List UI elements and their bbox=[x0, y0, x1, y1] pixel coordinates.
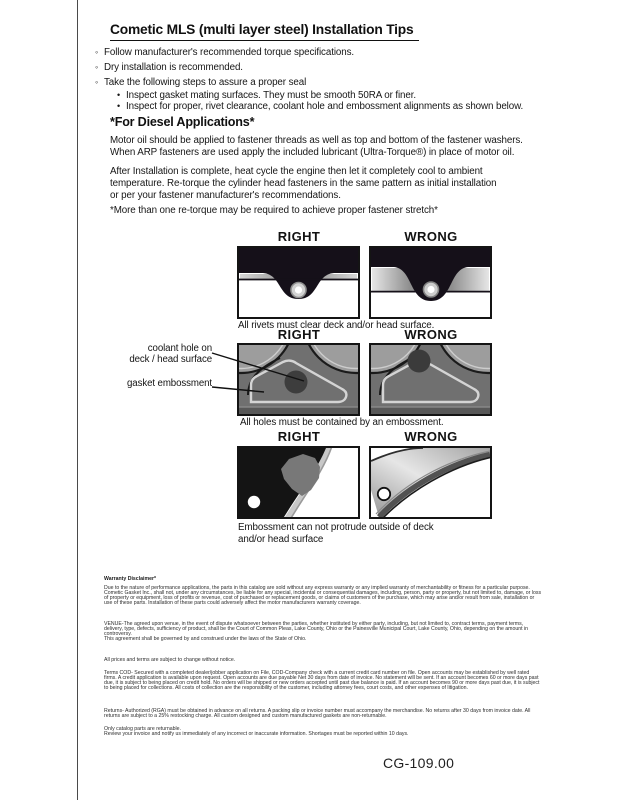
leader-lines bbox=[200, 345, 312, 397]
legal-paragraph: Returns- Authorized (RGA) must be obtained in advance on all returns. A packing slip or invoice number must accompany the merchandise. No returns after 30 days from invoice date. All returns are subject to a 25% restocking charge. All custom designed and custom manufactured gaskets are non-returnable. bbox=[104, 708, 531, 719]
right-label: RIGHT bbox=[277, 429, 321, 444]
list-item bbox=[117, 90, 523, 101]
legal-paragraph: Due to the nature of performance applications, the parts in this catalog are sold without any express warranty or any implied warranty of merchantability or fitness for a particular purpose. Cometic Gasket Inc., shall not, under any circumstances, be liable for any special, incidental or consequential damages, including, person, party or property, but not limited to, damage, or loss of property or equipment, loss of profits or revenue, cost of purchased or replacement goods, or claims of customers of the purchase, which may arise and/or result from sale, installation or use of these parts. Installation of these parts could adversely affect the motor manufacturers warranty coverage. bbox=[104, 585, 542, 606]
coolant-wrong-diagram bbox=[369, 343, 492, 416]
rivet-right-diagram bbox=[237, 246, 360, 319]
open-bullet-icon: ◦ bbox=[95, 77, 99, 87]
diesel-applications-heading: *For Diesel Applications* bbox=[110, 115, 255, 129]
gasket-embossment-annotation: gasket embossment bbox=[127, 378, 212, 389]
list-item bbox=[117, 101, 523, 112]
diesel-paragraph-1: Motor oil should be applied to fastener threads as well as top and bottom of the fastener washers. When ARP fasteners are used apply the included lubricant (Ultra-Torque®) in place of motor oil. bbox=[110, 135, 523, 158]
legal-paragraph: Only catalog parts are returnable. Review your invoice and notify us immediately of any incorrect or inaccurate information. Shortages must be reported within 10 days. bbox=[104, 726, 409, 737]
rivet-right-illustration bbox=[239, 248, 358, 317]
filled-bullet-icon: • bbox=[117, 90, 121, 100]
right-label: RIGHT bbox=[277, 229, 321, 244]
page-title: Cometic MLS (multi layer steel) Installation Tips bbox=[110, 22, 419, 41]
open-bullet-icon: ◦ bbox=[95, 47, 99, 57]
embossment-right-illustration bbox=[239, 448, 358, 517]
list-item-text: Dry installation is recommended. bbox=[104, 62, 243, 73]
list-item bbox=[95, 75, 523, 90]
list-item-text: Inspect for proper, rivet clearance, coolant hole and embossment alignments as shown below. bbox=[126, 101, 524, 113]
rivet-wrong-diagram bbox=[369, 246, 492, 319]
rivet-wrong-illustration bbox=[371, 248, 490, 317]
page-code: CG-109.00 bbox=[383, 755, 455, 771]
embossment-caption: Embossment can not protrude outside of deck and/or head surface bbox=[238, 522, 434, 545]
legal-paragraph: Terms COD- Secured with a completed dealer/jobber application on File, COD-Company check with a current credit card number on file. Open accounts may be established by well rated firms. A credit application is available upon request. Open accounts are due payable Net 30 days from date of invoice. No statement will be sent. If an account becomes 60 or more days past due, it is subject to being placed on credit hold. No orders will be shipped or new orders accepted until past due balance is paid. If an account becomes 90 or more days past due, it is subject to being placed for collections. All costs of collection are the responsibility of the customer, including attorney fees, court costs, and other expenses of litigation. bbox=[104, 670, 540, 691]
list-item bbox=[95, 45, 523, 60]
legal-paragraph: All prices and terms are subject to change without notice. bbox=[104, 657, 236, 663]
rivet-caption: All rivets must clear deck and/or head surface. bbox=[238, 320, 435, 331]
wrong-label: WRONG bbox=[404, 429, 458, 444]
legal-paragraph: VENUE-The agreed upon venue, in the event of dispute whatsoever between the parties, whether instituted by either party, including, but not limited to, contract terms, payment terms, delivery, type, defects, sufficiency of product, shall be the Court of Common Pleas, Lake County, Ohio or the Painesville Municipal Court, Lake County, Ohio, depending on the amount in controversy. This agreement shall be governed by and construed under the laws of the State of Ohio. bbox=[104, 621, 529, 642]
list-item-text: Inspect gasket mating surfaces. They must be smooth 50RA or finer. bbox=[126, 90, 416, 101]
wrong-label: WRONG bbox=[404, 229, 458, 244]
wrong-label: WRONG bbox=[404, 327, 458, 342]
list-item-text: Take the following steps to assure a proper seal bbox=[104, 77, 307, 88]
diesel-paragraph-2: After Installation is complete, heat cycle the engine then let it completely cool to ambient temperature. Re-torque the cylinder head fasteners in the same pattern as initial installation or per your fastener manufacturer's recommendations. bbox=[110, 166, 497, 201]
coolant-wrong-illustration bbox=[371, 345, 490, 414]
filled-bullet-icon: • bbox=[117, 101, 121, 112]
page-margin-line bbox=[77, 0, 78, 800]
warranty-disclaimer-heading: Warranty Disclaimer* bbox=[104, 576, 156, 582]
list-item bbox=[95, 60, 523, 75]
embossment-wrong-diagram bbox=[369, 446, 492, 519]
retorque-note: *More than one re-torque may be required to achieve proper fastener stretch* bbox=[110, 205, 438, 216]
list-item-text: Follow manufacturer's recommended torque specifications. bbox=[104, 47, 355, 58]
installation-tips-list bbox=[95, 45, 523, 113]
coolant-hole-annotation: coolant hole on deck / head surface bbox=[129, 343, 212, 365]
open-bullet-icon: ◦ bbox=[95, 62, 99, 72]
embossment-wrong-illustration bbox=[371, 448, 490, 517]
coolant-caption: All holes must be contained by an embossment. bbox=[240, 417, 444, 428]
right-label: RIGHT bbox=[277, 327, 321, 342]
embossment-right-diagram bbox=[237, 446, 360, 519]
